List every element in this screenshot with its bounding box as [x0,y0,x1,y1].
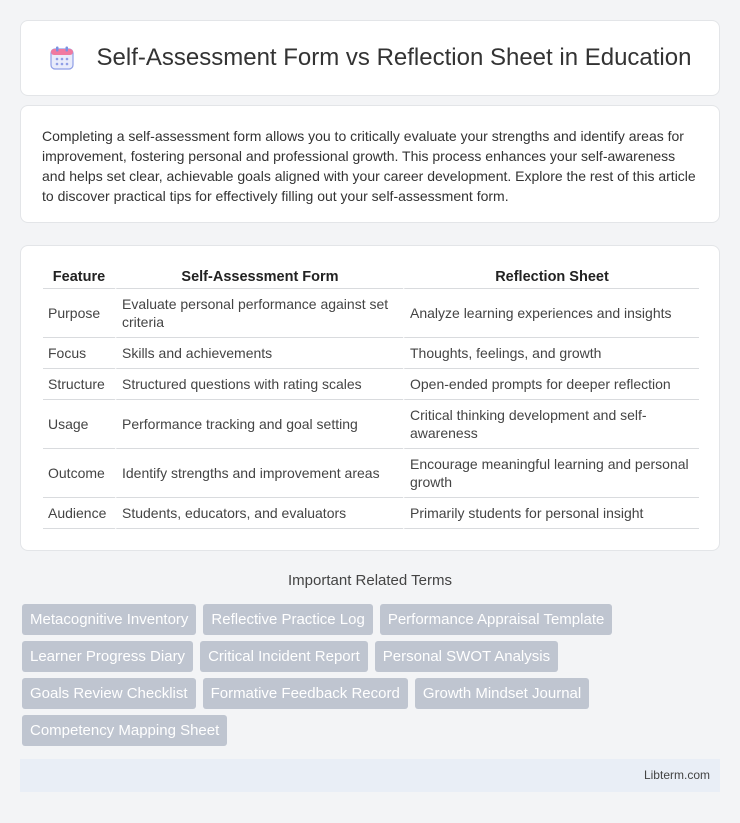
cell-feature: Usage [43,400,115,449]
cell-self-assessment: Evaluate personal performance against set criteria [115,289,403,338]
related-term-tag[interactable]: Critical Incident Report [200,641,368,672]
cell-reflection: Analyze learning experiences and insights [403,289,699,338]
cell-self-assessment: Identify strengths and improvement areas [115,449,403,498]
related-term-tag[interactable]: Personal SWOT Analysis [375,641,558,672]
footer-site-link[interactable]: Libterm.com [643,768,710,782]
header-self-assessment: Self-Assessment Form [115,268,403,289]
cell-self-assessment: Students, educators, and evaluators [115,498,403,529]
cell-reflection: Primarily students for personal insight [403,498,699,529]
calendar-icon [49,45,75,71]
related-term-tag[interactable]: Formative Feedback Record [203,678,408,709]
header-card [20,20,720,96]
related-terms-list [22,604,722,752]
header-reflection: Reflection Sheet [403,268,699,289]
related-term-tag[interactable]: Metacognitive Inventory [22,604,196,635]
footer [20,759,720,792]
related-term-tag[interactable]: Learner Progress Diary [22,641,193,672]
table-row [43,449,699,498]
cell-self-assessment: Structured questions with rating scales [115,369,403,400]
comparison-table-card [20,245,720,551]
related-terms-title: Important Related Terms [288,572,452,589]
header-feature: Feature [43,268,115,289]
related-term-tag[interactable]: Reflective Practice Log [203,604,372,635]
related-term-tag[interactable]: Competency Mapping Sheet [22,715,227,746]
related-term-tag[interactable]: Goals Review Checklist [22,678,196,709]
table-row [43,400,699,449]
related-term-tag[interactable]: Growth Mindset Journal [415,678,589,709]
cell-self-assessment: Skills and achievements [115,338,403,369]
cell-feature: Outcome [43,449,115,498]
related-term-tag[interactable]: Performance Appraisal Template [380,604,613,635]
cell-self-assessment: Performance tracking and goal setting [115,400,403,449]
intro-text: Completing a self-assessment form allows you to critically evaluate your strengths and identify areas for improvement, fostering personal and professional growth. This process enhances your self-awareness and helps set clear, achievable goals aligned with your career development. Explore the rest of this article to discover practical tips for effectively filling out your self-assessment form. [42,128,696,204]
table-row [43,498,699,529]
cell-reflection: Open-ended prompts for deeper reflection [403,369,699,400]
table-row [43,338,699,369]
table-header-row [43,268,699,289]
cell-reflection: Encourage meaningful learning and personal growth [403,449,699,498]
cell-feature: Focus [43,338,115,369]
cell-feature: Audience [43,498,115,529]
table-row [43,369,699,400]
comparison-table [43,268,699,529]
page-title: Self-Assessment Form vs Reflection Sheet in Education [96,44,692,71]
table-row [43,289,699,338]
cell-feature: Structure [43,369,115,400]
cell-reflection: Critical thinking development and self-awareness [403,400,699,449]
cell-reflection: Thoughts, feelings, and growth [403,338,699,369]
intro-card [20,105,720,223]
cell-feature: Purpose [43,289,115,338]
